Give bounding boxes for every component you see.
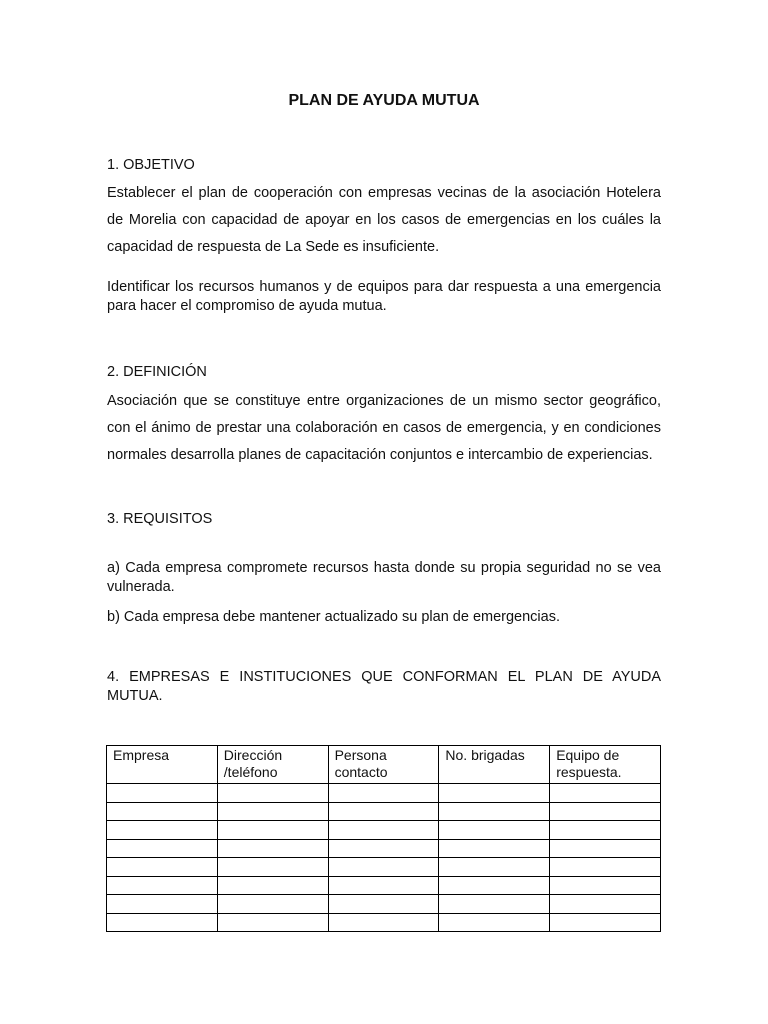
table-cell [439, 821, 550, 840]
table-cell [550, 802, 661, 821]
table-cell [439, 784, 550, 803]
section-objetivo-heading: 1. OBJETIVO [107, 157, 195, 173]
requisito-item-b: b) Cada empresa debe mantener actualizado su plan de emergencias. [107, 609, 560, 625]
table-cell [217, 821, 328, 840]
table-cell [328, 876, 439, 895]
table-row [107, 802, 661, 821]
table-cell [107, 839, 218, 858]
table-cell [107, 913, 218, 932]
column-header-persona: Persona contacto [328, 746, 439, 784]
column-header-brigadas: No. brigadas [439, 746, 550, 784]
table-cell [328, 895, 439, 914]
section-requisitos-heading: 3. REQUISITOS [107, 511, 213, 527]
table-cell [550, 876, 661, 895]
document-title: PLAN DE AYUDA MUTUA [288, 92, 480, 109]
table-row [107, 913, 661, 932]
objetivo-line-1: Establecer el plan de cooperación con empresas vecinas de la asociación Hotelera [107, 185, 661, 201]
objetivo-line-3: capacidad de respuesta de La Sede es insuficiente. [107, 239, 440, 255]
table-cell [439, 858, 550, 877]
table-cell [107, 895, 218, 914]
column-header-empresa: Empresa [107, 746, 218, 784]
table-cell [217, 784, 328, 803]
table-cell [328, 784, 439, 803]
table-cell [328, 839, 439, 858]
table-cell [550, 858, 661, 877]
table-row [107, 839, 661, 858]
table-cell [328, 821, 439, 840]
section-definicion-heading: 2. DEFINICIÓN [107, 364, 207, 380]
requisito-item-a: a) Cada empresa compromete recursos hasta donde su propia seguridad no se vea vulnerada. [107, 560, 661, 595]
table-cell [107, 876, 218, 895]
table-cell [328, 913, 439, 932]
table-cell [439, 876, 550, 895]
section-empresas-heading: 4. EMPRESAS E INSTITUCIONES QUE CONFORMAN EL PLAN DE AYUDA MUTUA. [107, 669, 661, 704]
table-cell [217, 858, 328, 877]
table-cell [217, 895, 328, 914]
table-cell [550, 784, 661, 803]
table-cell [439, 802, 550, 821]
table-cell [328, 802, 439, 821]
table-cell [217, 839, 328, 858]
table-cell [439, 895, 550, 914]
table-row [107, 784, 661, 803]
definicion-paragraph: Asociación que se constituye entre organizaciones de un mismo sector geográfico, con el ánimo de prestar una colaboración en casos de emergencia, y en condiciones normales desarrolla planes de capacitación conjuntos e intercambio de experiencias. [107, 393, 661, 463]
table-cell [217, 802, 328, 821]
table-body [107, 784, 661, 932]
column-header-equipo: Equipo de respuesta. [550, 746, 661, 784]
objetivo-line-2: de Morelia con capacidad de apoyar en los casos de emergencias en los cuáles la [107, 212, 661, 228]
table-header-row [107, 746, 661, 784]
table-cell [217, 876, 328, 895]
table-cell [107, 858, 218, 877]
objetivo-paragraph-2: Identificar los recursos humanos y de equipos para dar respuesta a una emergencia para hacer el compromiso de ayuda mutua. [107, 279, 661, 314]
table-cell [107, 802, 218, 821]
table-cell [217, 913, 328, 932]
objetivo-paragraph-1 [107, 180, 661, 261]
table-row [107, 821, 661, 840]
table-cell [550, 839, 661, 858]
table-cell [107, 821, 218, 840]
table-cell [550, 913, 661, 932]
table-cell [550, 821, 661, 840]
table-cell [107, 784, 218, 803]
table-cell [439, 913, 550, 932]
column-header-direccion: Dirección /teléfono [217, 746, 328, 784]
empresas-table [106, 745, 661, 932]
table-cell [550, 895, 661, 914]
table-row [107, 876, 661, 895]
table-row [107, 858, 661, 877]
table-cell [439, 839, 550, 858]
table-cell [328, 858, 439, 877]
table-row [107, 895, 661, 914]
